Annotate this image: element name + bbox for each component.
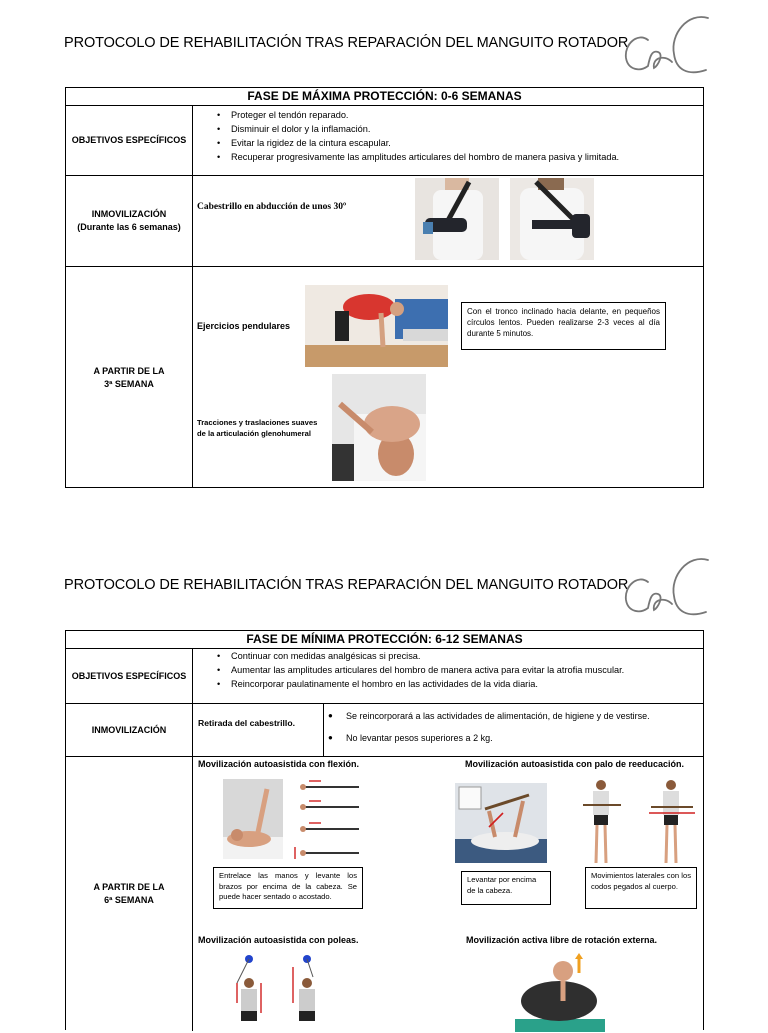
phase-header: FASE DE MÁXIMA PROTECCIÓN: 0-6 SEMANAS (247, 89, 522, 103)
sling-text: Cabestrillo en abducción de unos 30º (197, 202, 347, 212)
week3-row (66, 266, 703, 488)
list-item: • Continuar con medidas analgésicas si precisa. (231, 649, 703, 663)
list-item: • Aumentar las amplitudes articulares del hombro de manera activa para evitar la atrofia muscular. (231, 663, 703, 677)
stick-title: Movilización autoasistida con palo de reeducación. (465, 759, 685, 769)
immobilization-row (66, 703, 703, 756)
pendular-note: Con el tronco inclinado hacia delante, en pequeños círculos lentos. Pueden realizarse 2-3 veces al día durante 5 minutos. (461, 302, 666, 350)
week6-label: A PARTIR DE LA 6ª SEMANA (66, 757, 193, 1031)
immobilization-list (328, 709, 698, 753)
list-item: • Proteger el tendón reparado. (231, 108, 703, 122)
objectives-label: OBJETIVOS ESPECÍFICOS (66, 649, 193, 703)
week6-row (66, 756, 703, 1031)
pendular-photo (305, 285, 448, 367)
objectives-row (66, 105, 703, 175)
objectives-list (193, 108, 703, 164)
sling-photo-front (415, 178, 499, 260)
stick-note-overhead: Levantar por encima de la cabeza. (461, 871, 551, 905)
traction-label: Tracciones y traslaciones suaves de la articulación glenohumeral (197, 418, 318, 438)
immobilization-label: INMOVILIZACIÓN (66, 704, 193, 756)
pulley-title: Movilización autoasistida con poleas. (198, 935, 359, 945)
flexion-title: Movilización autoasistida con flexión. (198, 759, 360, 769)
phase-header: FASE DE MÍNIMA PROTECCIÓN: 6-12 SEMANAS (246, 632, 523, 646)
page-title: PROTOCOLO DE REHABILITACIÓN TRAS REPARACIÓN DEL MANGUITO ROTADOR (64, 577, 629, 593)
immobilization-row (66, 175, 703, 266)
stick-photo (455, 783, 547, 863)
pulley-figures-icon (223, 953, 333, 1033)
pendular-label: Ejercicios pendulares (197, 321, 291, 331)
list-item: • Reincorporar paulatinamente el hombro en las actividades de la vida diaria. (231, 677, 703, 691)
sling-photo-back (510, 178, 594, 260)
page-title: PROTOCOLO DE REHABILITACIÓN TRAS REPARACIÓN DEL MANGUITO ROTADOR (64, 35, 629, 51)
list-item: • Disminuir el dolor y la inflamación. (231, 122, 703, 136)
phase-table-min-protection (65, 630, 704, 1030)
rotation-title: Movilización activa libre de rotación externa. (466, 935, 658, 945)
flexion-photo (223, 779, 283, 859)
list-item: • Evitar la rigidez de la cintura escapular. (231, 136, 703, 150)
stick-lateral-figures-icon (573, 777, 713, 869)
objectives-label: OBJETIVOS ESPECÍFICOS (66, 106, 193, 175)
flexion-sequence-icon (293, 779, 363, 863)
flexion-note: Entrelace las manos y levante los brazos por encima de la cabeza. Se puede hacer sentado o acostado. (213, 867, 363, 909)
stick-note-lateral: Movimientos laterales con los codos pegados al cuerpo. (585, 867, 697, 909)
list-item: ● No levantar pesos superiores a 2 kg. (328, 731, 698, 745)
immobilization-label: INMOVILIZACIÓN (Durante las 6 semanas) (66, 176, 193, 266)
signature-logo-icon (618, 552, 716, 622)
traction-photo (332, 374, 426, 481)
list-item: ● Se reincorporará a las actividades de alimentación, de higiene y de vestirse. (328, 709, 698, 723)
signature-logo-icon (618, 10, 716, 80)
sling-removal-text: Retirada del cabestrillo. (198, 718, 295, 728)
rotation-figure-icon (515, 953, 605, 1032)
objectives-row (66, 648, 703, 703)
objectives-list (193, 649, 703, 691)
list-item: • Recuperar progresivamente las amplitudes articulares del hombro de manera pasiva y limitada. (231, 150, 703, 164)
phase-table-max-protection (65, 87, 704, 488)
week3-label: A PARTIR DE LA 3ª SEMANA (66, 267, 193, 488)
